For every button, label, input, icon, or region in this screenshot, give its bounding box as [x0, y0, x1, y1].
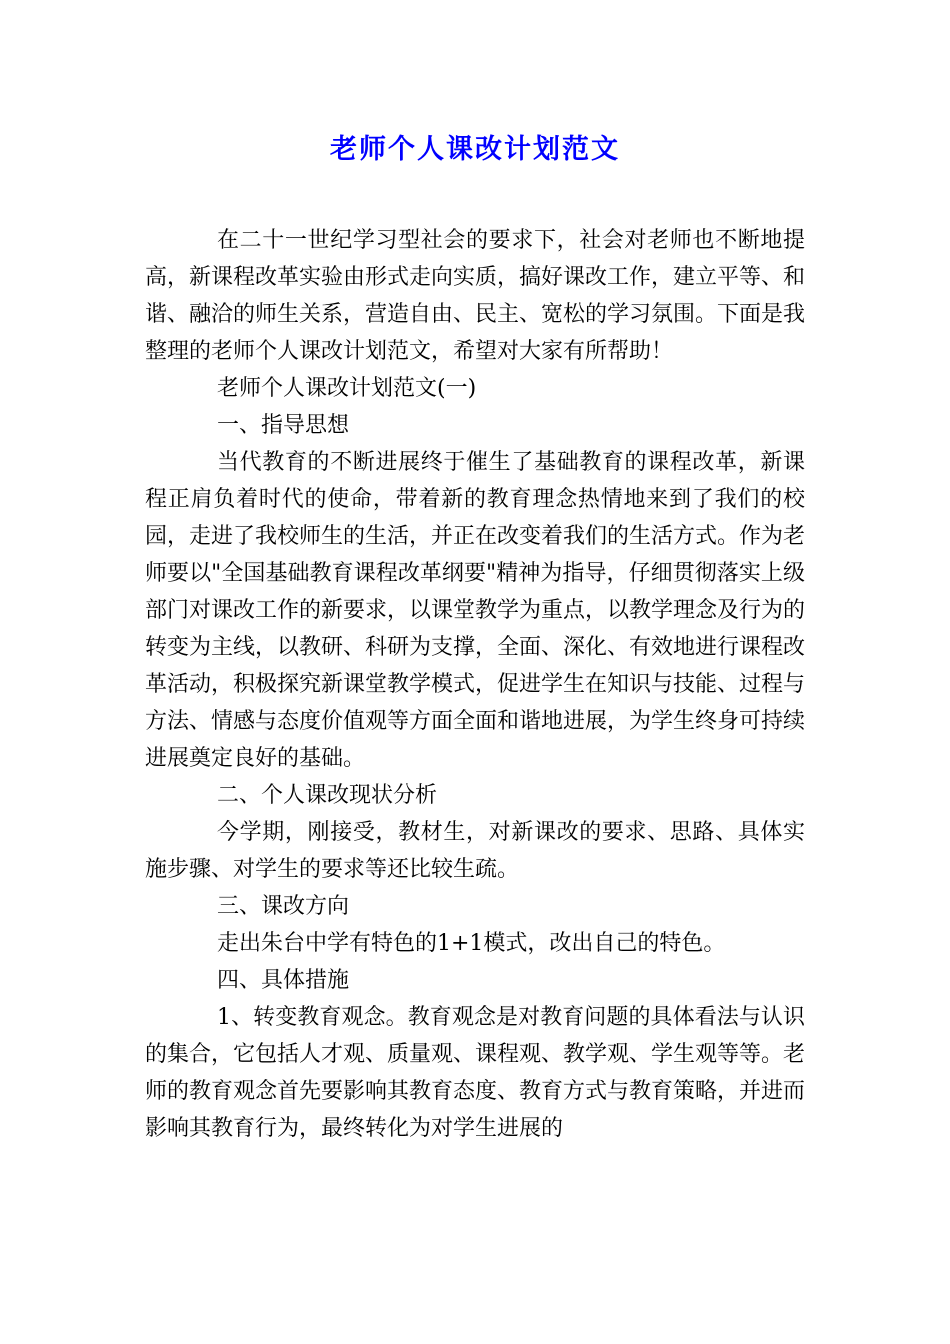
reform-direction-paragraph: 走出朱台中学有特色的1+1模式，改出自己的特色。: [217, 931, 726, 956]
heading-guiding-ideology: 一、指导思想: [217, 413, 350, 438]
heading-specific-measures: 四、具体措施: [217, 968, 350, 993]
intro-paragraph: 在二十一世纪学习型社会的要求下，社会对老师也不断地提高，新课程改革实验由形式走向实质，搞好课改工作，建立平等、和谐、融洽的师生关系，营造自由、民主、宽松的学习氛围。下面是我整理的老师个人课改计划范文，希望对大家有所帮助！: [145, 228, 806, 364]
heading-reform-direction: 三、课改方向: [217, 894, 350, 919]
heading-status-analysis: 二、个人课改现状分析: [217, 783, 438, 808]
measure-one-paragraph: 1、转变教育观念。教育观念是对教育问题的具体看法与认识的集合，它包括人才观、质量观、课程观、教学观、学生观等等。老师的教育观念首先要影响其教育态度、教育方式与教育策略，并进而影响其教育行为，最终转化为对学生进展的: [145, 1005, 806, 1141]
guiding-ideology-paragraph: 当代教育的不断进展终于催生了基础教育的课程改革，新课程正肩负着时代的使命，带着新的教育理念热情地来到了我们的校园，走进了我校师生的生活，并正在改变着我们的生活方式。作为老师要以"全国基础教育课程改革纲要"精神为指导，仔细贯彻落实上级部门对课改工作的新要求，以课堂教学为重点，以教学理念及行为的转变为主线，以教研、科研为支撑，全面、深化、有效地进行课程改革活动，积极探究新课堂教学模式，促进学生在知识与技能、过程与方法、情感与态度价值观等方面全面和谐地进展，为学生终身可持续进展奠定良好的基础。: [145, 450, 806, 771]
document-title: 老师个人课改计划范文: [330, 134, 620, 165]
section-title-example-one: 老师个人课改计划范文(一): [217, 376, 477, 401]
document-body: [145, 222, 805, 1147]
status-analysis-paragraph: 今学期，刚接受，教材生，对新课改的要求、思路、具体实施步骤、对学生的要求等还比较生疏。: [145, 820, 805, 882]
